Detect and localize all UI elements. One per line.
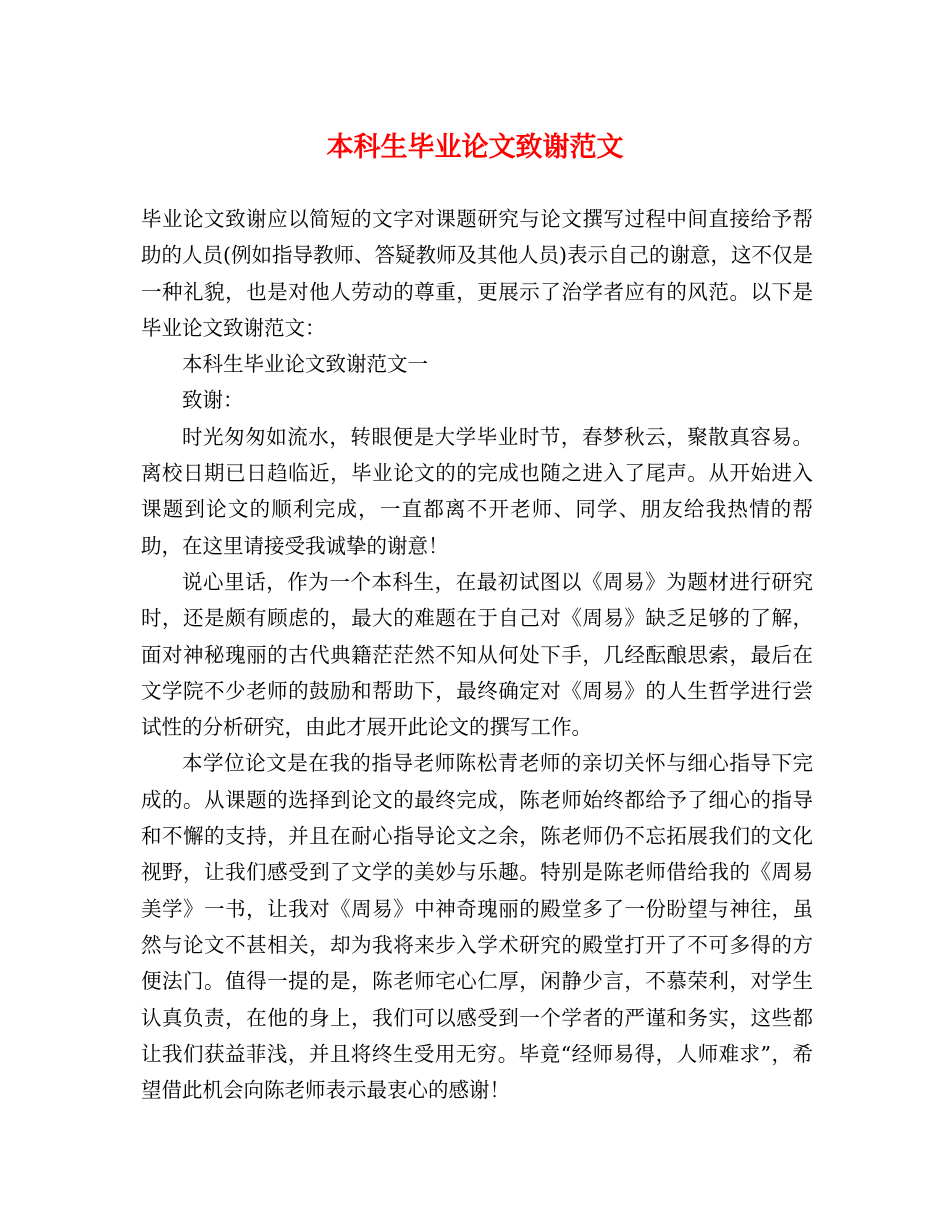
document-body [141, 201, 813, 1108]
intro-paragraph: 毕业论文致谢应以简短的文字对课题研究与论文撰写过程中间直接给予帮助的人员(例如指导教师、答疑教师及其他人员)表示自己的谢意，这不仅是一种礼貌，也是对他人劳动的尊重，更展示了治学者应有的风范。以下是毕业论文致谢范文： [141, 207, 813, 340]
section-heading: 本科生毕业论文致谢范文一 [182, 352, 428, 377]
body-paragraph: 本学位论文是在我的指导老师陈松青老师的亲切关怀与细心指导下完成的。从课题的选择到论文的最终完成，陈老师始终都给予了细心的指导和不懈的支持，并且在耐心指导论文之余，陈老师仍不忘拓展我们的文化视野，让我们感受到了文学的美妙与乐趣。特别是陈老师借给我的《周易美学》一书，让我对《周易》中神奇瑰丽的殿堂多了一份盼望与神往，虽然与论文不甚相关，却为我将来步入学术研究的殿堂打开了不可多得的方便法门。值得一提的是，陈老师宅心仁厚，闲静少言，不慕荣利，对学生认真负责，在他的身上，我们可以感受到一个学者的严谨和务实，这些都让我们获益菲浅，并且将终生受用无穷。毕竟“经师易得，人师难求”，希望借此机会向陈老师表示最衷心的感谢！ [141, 751, 813, 1103]
body-paragraph: 时光匆匆如流水，转眼便是大学毕业时节，春梦秋云，聚散真容易。离校日期已日趋临近，毕业论文的的完成也随之进入了尾声。从开始进入课题到论文的顺利完成，一直都离不开老师、同学、朋友给我热情的帮助，在这里请接受我诚挚的谢意！ [141, 424, 813, 558]
salutation: 致谢： [182, 388, 244, 413]
body-paragraph: 说心里话，作为一个本科生，在最初试图以《周易》为题材进行研究时，还是颇有顾虑的，最大的难题在于自己对《周易》缺乏足够的了解，面对神秘瑰丽的古代典籍茫茫然不知从何处下手，几经酝酿思索，最后在文学院不少老师的鼓励和帮助下，最终确定对《周易》的人生哲学进行尝试性的分析研究，由此才展开此论文的撰写工作。 [141, 569, 813, 740]
document-title: 本科生毕业论文致谢范文 [326, 132, 624, 163]
